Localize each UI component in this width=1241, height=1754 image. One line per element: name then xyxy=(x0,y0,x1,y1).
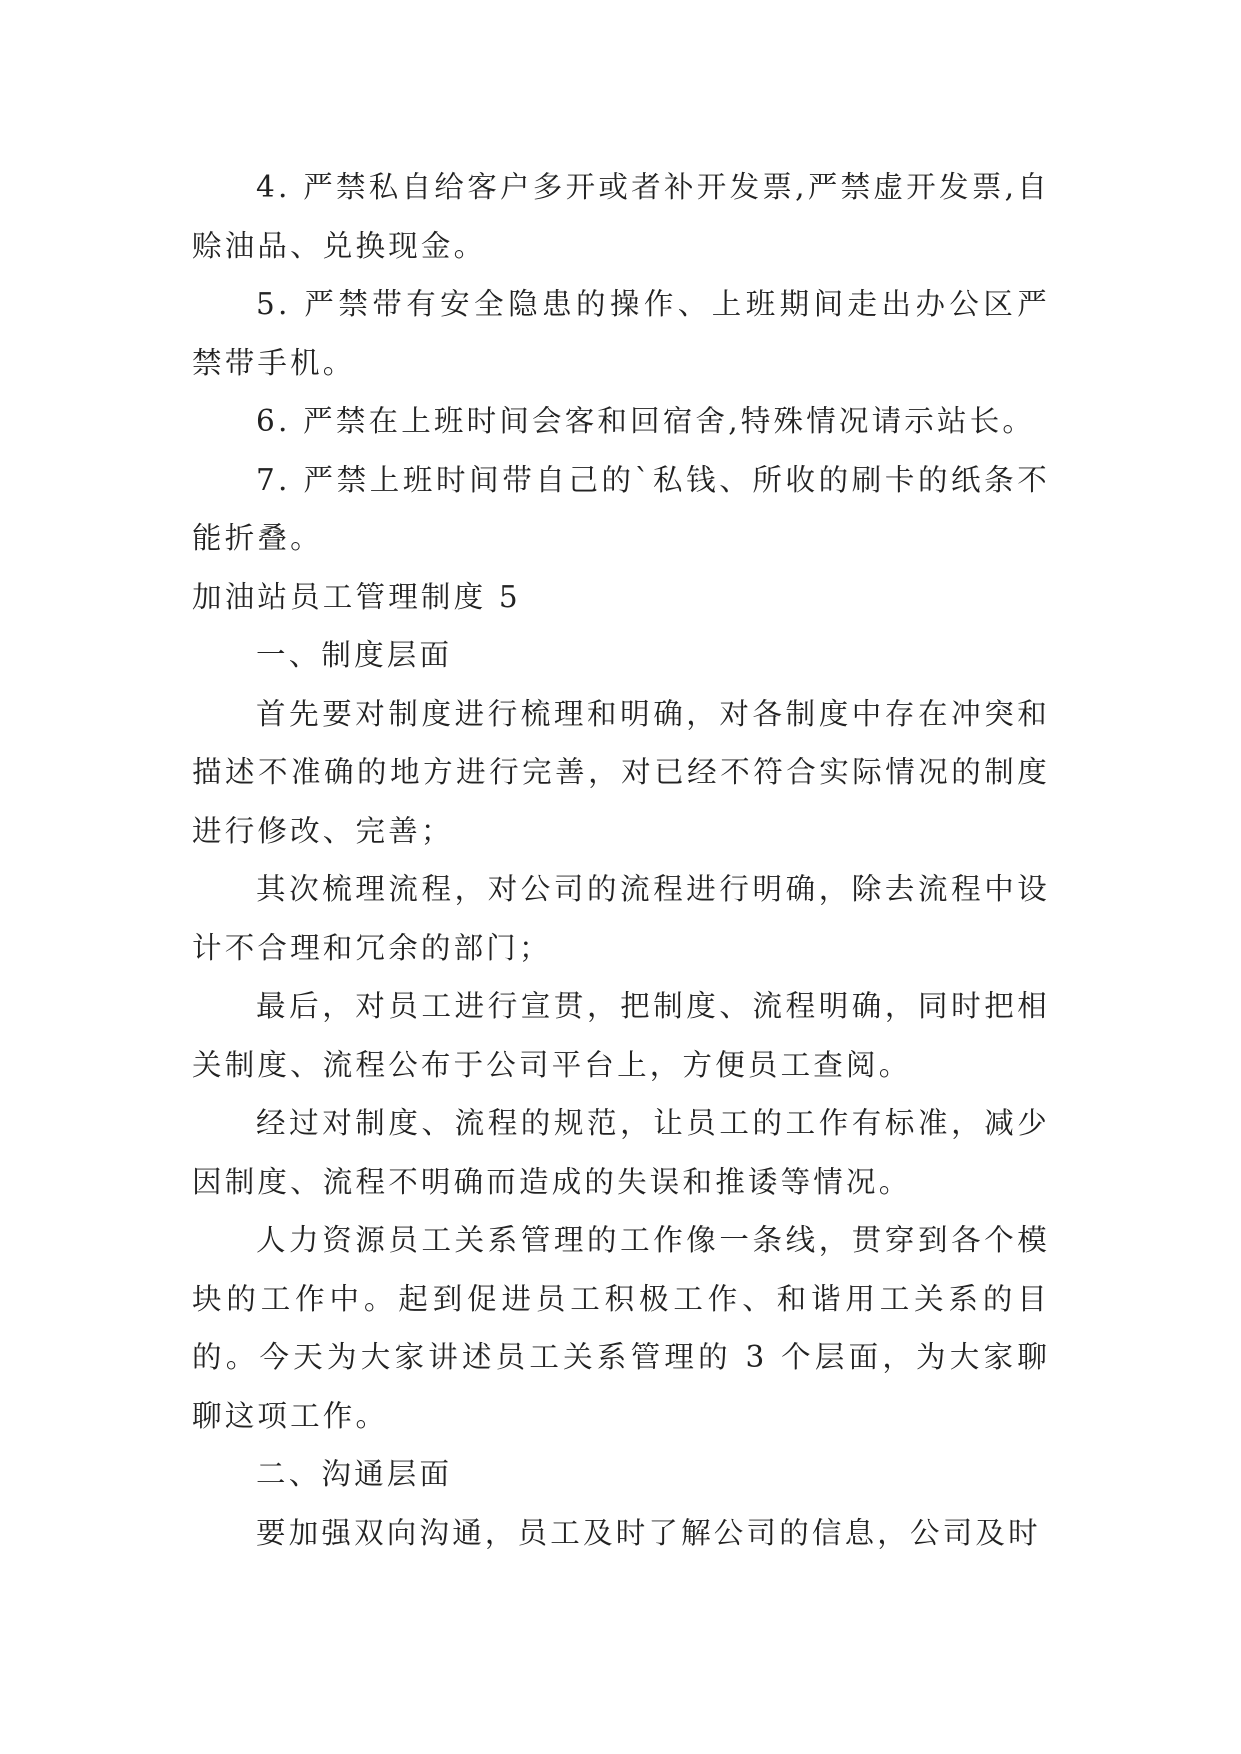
paragraph-rule-5: 5. 严禁带有安全隐患的操作、上班期间走出办公区严禁带手机。 xyxy=(192,287,1050,380)
paragraph-rule-4: 4. 严禁私自给客户多开或者补开发票,严禁虚开发票,自赊油品、兑换现金。 xyxy=(192,170,1050,263)
document-page xyxy=(192,158,1050,1562)
paragraph-standardization: 经过对制度、流程的规范，让员工的工作有标准，减少因制度、流程不明确而造成的失误和推诿等情况。 xyxy=(192,1106,1050,1199)
paragraph-communication: 要加强双向沟通，员工及时了解公司的信息，公司及时 xyxy=(256,1515,1041,1550)
paragraph-first: 首先要对制度进行梳理和明确，对各制度中存在冲突和描述不准确的地方进行完善，对已经不符合实际情况的制度进行修改、完善； xyxy=(192,696,1050,848)
subheading-communication-level: 二、沟通层面 xyxy=(256,1457,453,1491)
paragraph-rule-7: 7. 严禁上班时间带自己的`私钱、所收的刷卡的纸条不能折叠。 xyxy=(192,462,1050,555)
paragraph-second: 其次梳理流程，对公司的流程进行明确，除去流程中设计不合理和冗余的部门； xyxy=(192,872,1050,965)
section-title: 加油站员工管理制度 5 xyxy=(192,579,521,614)
paragraph-hr-relations: 人力资源员工关系管理的工作像一条线，贯穿到各个模块的工作中。起到促进员工积极工作、和谐用工关系的目的。今天为大家讲述员工关系管理的 3 个层面，为大家聊聊这项工作。 xyxy=(192,1223,1050,1433)
paragraph-finally: 最后，对员工进行宣贯，把制度、流程明确，同时把相关制度、流程公布于公司平台上，方便员工查阅。 xyxy=(192,989,1050,1082)
subheading-system-level: 一、制度层面 xyxy=(256,638,453,672)
paragraph-rule-6: 6. 严禁在上班时间会客和回宿舍,特殊情况请示站长。 xyxy=(256,404,1036,438)
